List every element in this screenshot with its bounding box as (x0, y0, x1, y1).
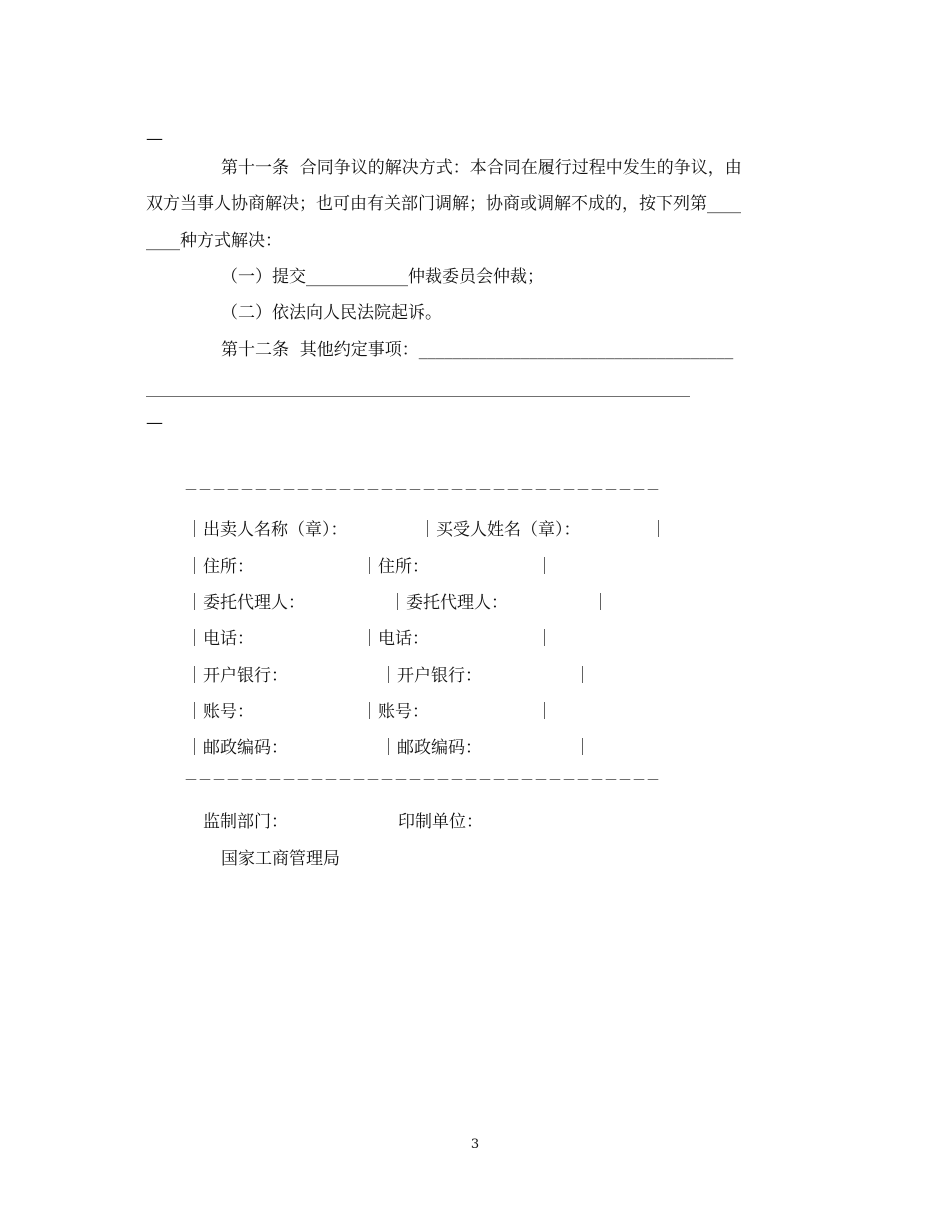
article-11-line-2: 双方当事人协商解决；也可由有关部门调解；协商或调解不成的，按下列第____ (146, 194, 741, 214)
litigation-option: （二）依法向人民法院起诉。 (221, 303, 442, 323)
text-line-dash-bottom: — (146, 413, 163, 433)
row-end-bar: ｜ (536, 557, 553, 577)
buyer-account-label: ｜账号： (361, 702, 429, 722)
row-end-bar: ｜ (574, 738, 591, 758)
row-end-bar: ｜ (574, 666, 591, 686)
buyer-phone-label: ｜电话： (361, 629, 429, 649)
seller-address-label: ｜住所： (186, 557, 254, 577)
buyer-agent-label: ｜委托代理人： (389, 593, 508, 613)
seller-bank-label: ｜开户银行： (186, 666, 288, 686)
supervisor-label: 监制部门： (203, 812, 288, 832)
arbitration-option: （一）提交____________仲裁委员会仲裁； (221, 267, 544, 287)
printer-label: 印制单位： (398, 812, 483, 832)
row-end-bar: ｜ (650, 520, 667, 540)
article-11-line-1: 第十一条 合同争议的解决方式：本合同在履行过程中发生的争议，由 (221, 158, 742, 178)
row-end-bar: ｜ (592, 593, 609, 613)
seller-phone-label: ｜电话： (186, 629, 254, 649)
page-number: 3 (470, 1137, 480, 1152)
bureau-name: 国家工商管理局 (221, 849, 340, 869)
buyer-address-label: ｜住所： (361, 557, 429, 577)
seller-name-label: ｜出卖人名称（章）： (186, 520, 348, 540)
article-11-line-3: ____种方式解决： (146, 231, 282, 251)
buyer-postcode-label: ｜邮政编码： (380, 738, 482, 758)
article-12-line: 第十二条 其他约定事项：_____________________________________ (221, 340, 734, 360)
blank-underline-line: ____________________________________________________________________ (146, 378, 690, 397)
seller-postcode-label: ｜邮政编码： (186, 738, 288, 758)
signature-table-top-rule: －－－－－－－－－－－－－－－－－－－－－－－－－－－－－－－－－－ (184, 483, 660, 499)
row-end-bar: ｜ (536, 629, 553, 649)
buyer-name-label: ｜买受人姓名（章）： (419, 520, 581, 540)
text-line-dash-top: — (146, 129, 163, 149)
seller-agent-label: ｜委托代理人： (186, 593, 305, 613)
seller-account-label: ｜账号： (186, 702, 254, 722)
buyer-bank-label: ｜开户银行： (380, 666, 482, 686)
row-end-bar: ｜ (536, 702, 553, 722)
signature-table-bottom-rule: －－－－－－－－－－－－－－－－－－－－－－－－－－－－－－－－－－ (184, 773, 660, 789)
